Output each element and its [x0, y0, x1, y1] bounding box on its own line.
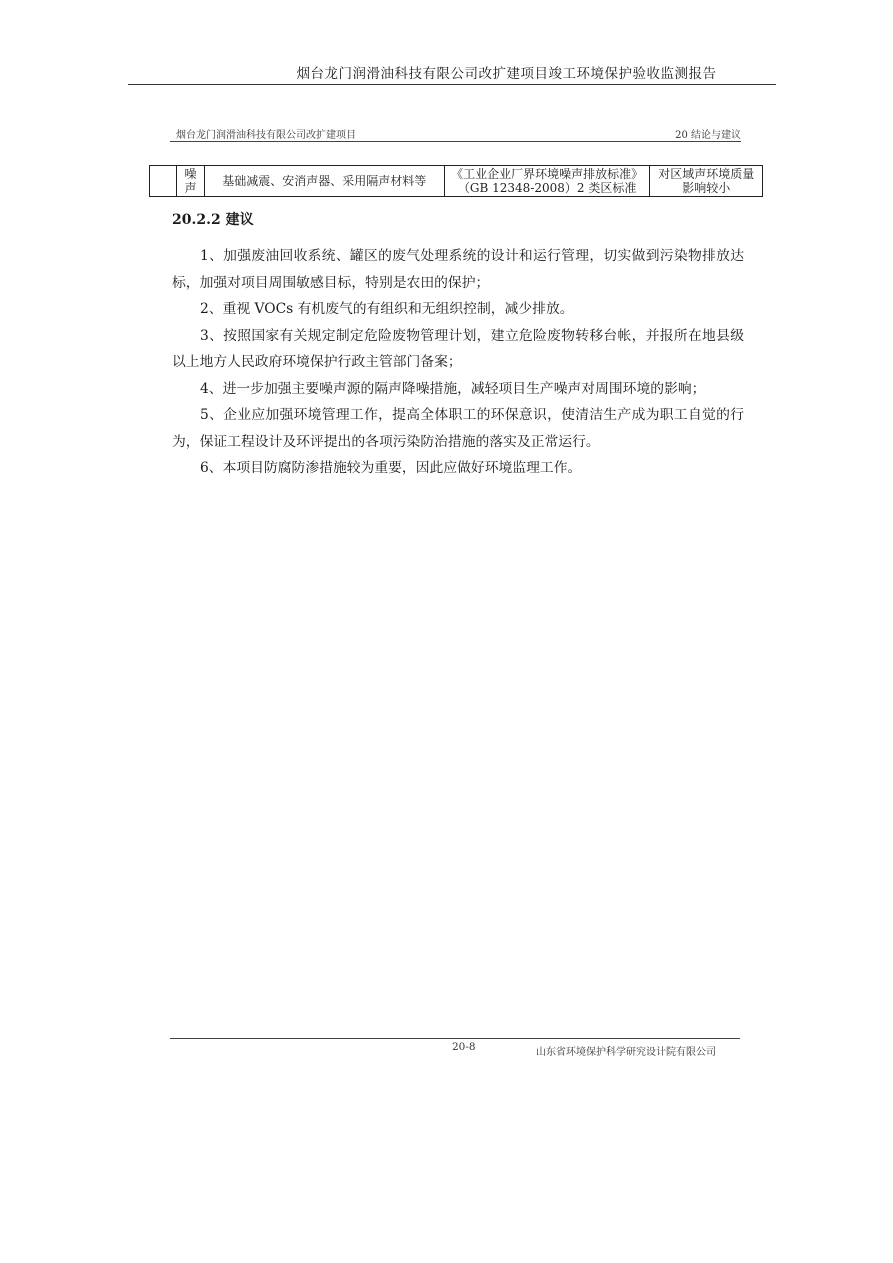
recommendation-item: 4、进一步加强主要噪声源的隔声降噪措施，减轻项目生产噪声对周围环境的影响；: [200, 380, 706, 397]
recommendation-item: 1、加强废油回收系统、罐区的废气处理系统的设计和运行管理，切实做到污染物排放达标，加强对项目周围敏感目标，特别是农田的保护；: [172, 248, 744, 291]
header-divider: [128, 84, 776, 85]
section-heading: 20.2.2 建议: [172, 212, 254, 228]
table-cell-impact: 对区域声环境质量影响较小: [650, 166, 763, 197]
inner-header-divider: [170, 141, 741, 142]
recommendation-item: 6、本项目防腐防渗措施较为重要，因此应做好环境监理工作。: [200, 460, 582, 476]
table-cell-measures: 基础减震、安消声器、采用隔声材料等: [204, 166, 444, 197]
inner-page-header: [170, 126, 741, 140]
inner-header-chapter: 20 结论与建议: [675, 130, 741, 141]
noise-measures-table: [149, 165, 763, 197]
page-number: 20-8: [452, 1041, 476, 1053]
recommendation-item: 2、重视 VOCs 有机废气的有组织和无组织控制，减少排放。: [200, 301, 574, 317]
footer-organization: 山东省环境保护科学研究设计院有限公司: [536, 1047, 716, 1058]
recommendation-item: 3、按照国家有关规定制定危险废物管理计划，建立危险废物转移台帐，并报所在地县级以上地方人民政府环境保护行政主管部门备案；: [172, 327, 744, 370]
table-cell-empty: [150, 166, 177, 197]
table-cell-type: 噪声: [177, 166, 204, 197]
recommendation-item: 5、企业应加强环境管理工作，提高全体职工的环保意识，使清洁生产成为职工自觉的行为，保证工程设计及环评提出的各项污染防治措施的落实及正常运行。: [172, 407, 744, 450]
report-title: 烟台龙门润滑油科技有限公司改扩建项目竣工环境保护验收监测报告: [296, 66, 717, 82]
footer-divider: [170, 1038, 740, 1039]
inner-header-project: 烟台龙门润滑油科技有限公司改扩建项目: [176, 130, 356, 141]
table-cell-standard: 《工业企业厂界环境噪声排放标准》（GB 12348-2008）2 类区标准: [444, 166, 650, 197]
recommendations-list: [172, 243, 744, 482]
table-row: [150, 166, 763, 197]
